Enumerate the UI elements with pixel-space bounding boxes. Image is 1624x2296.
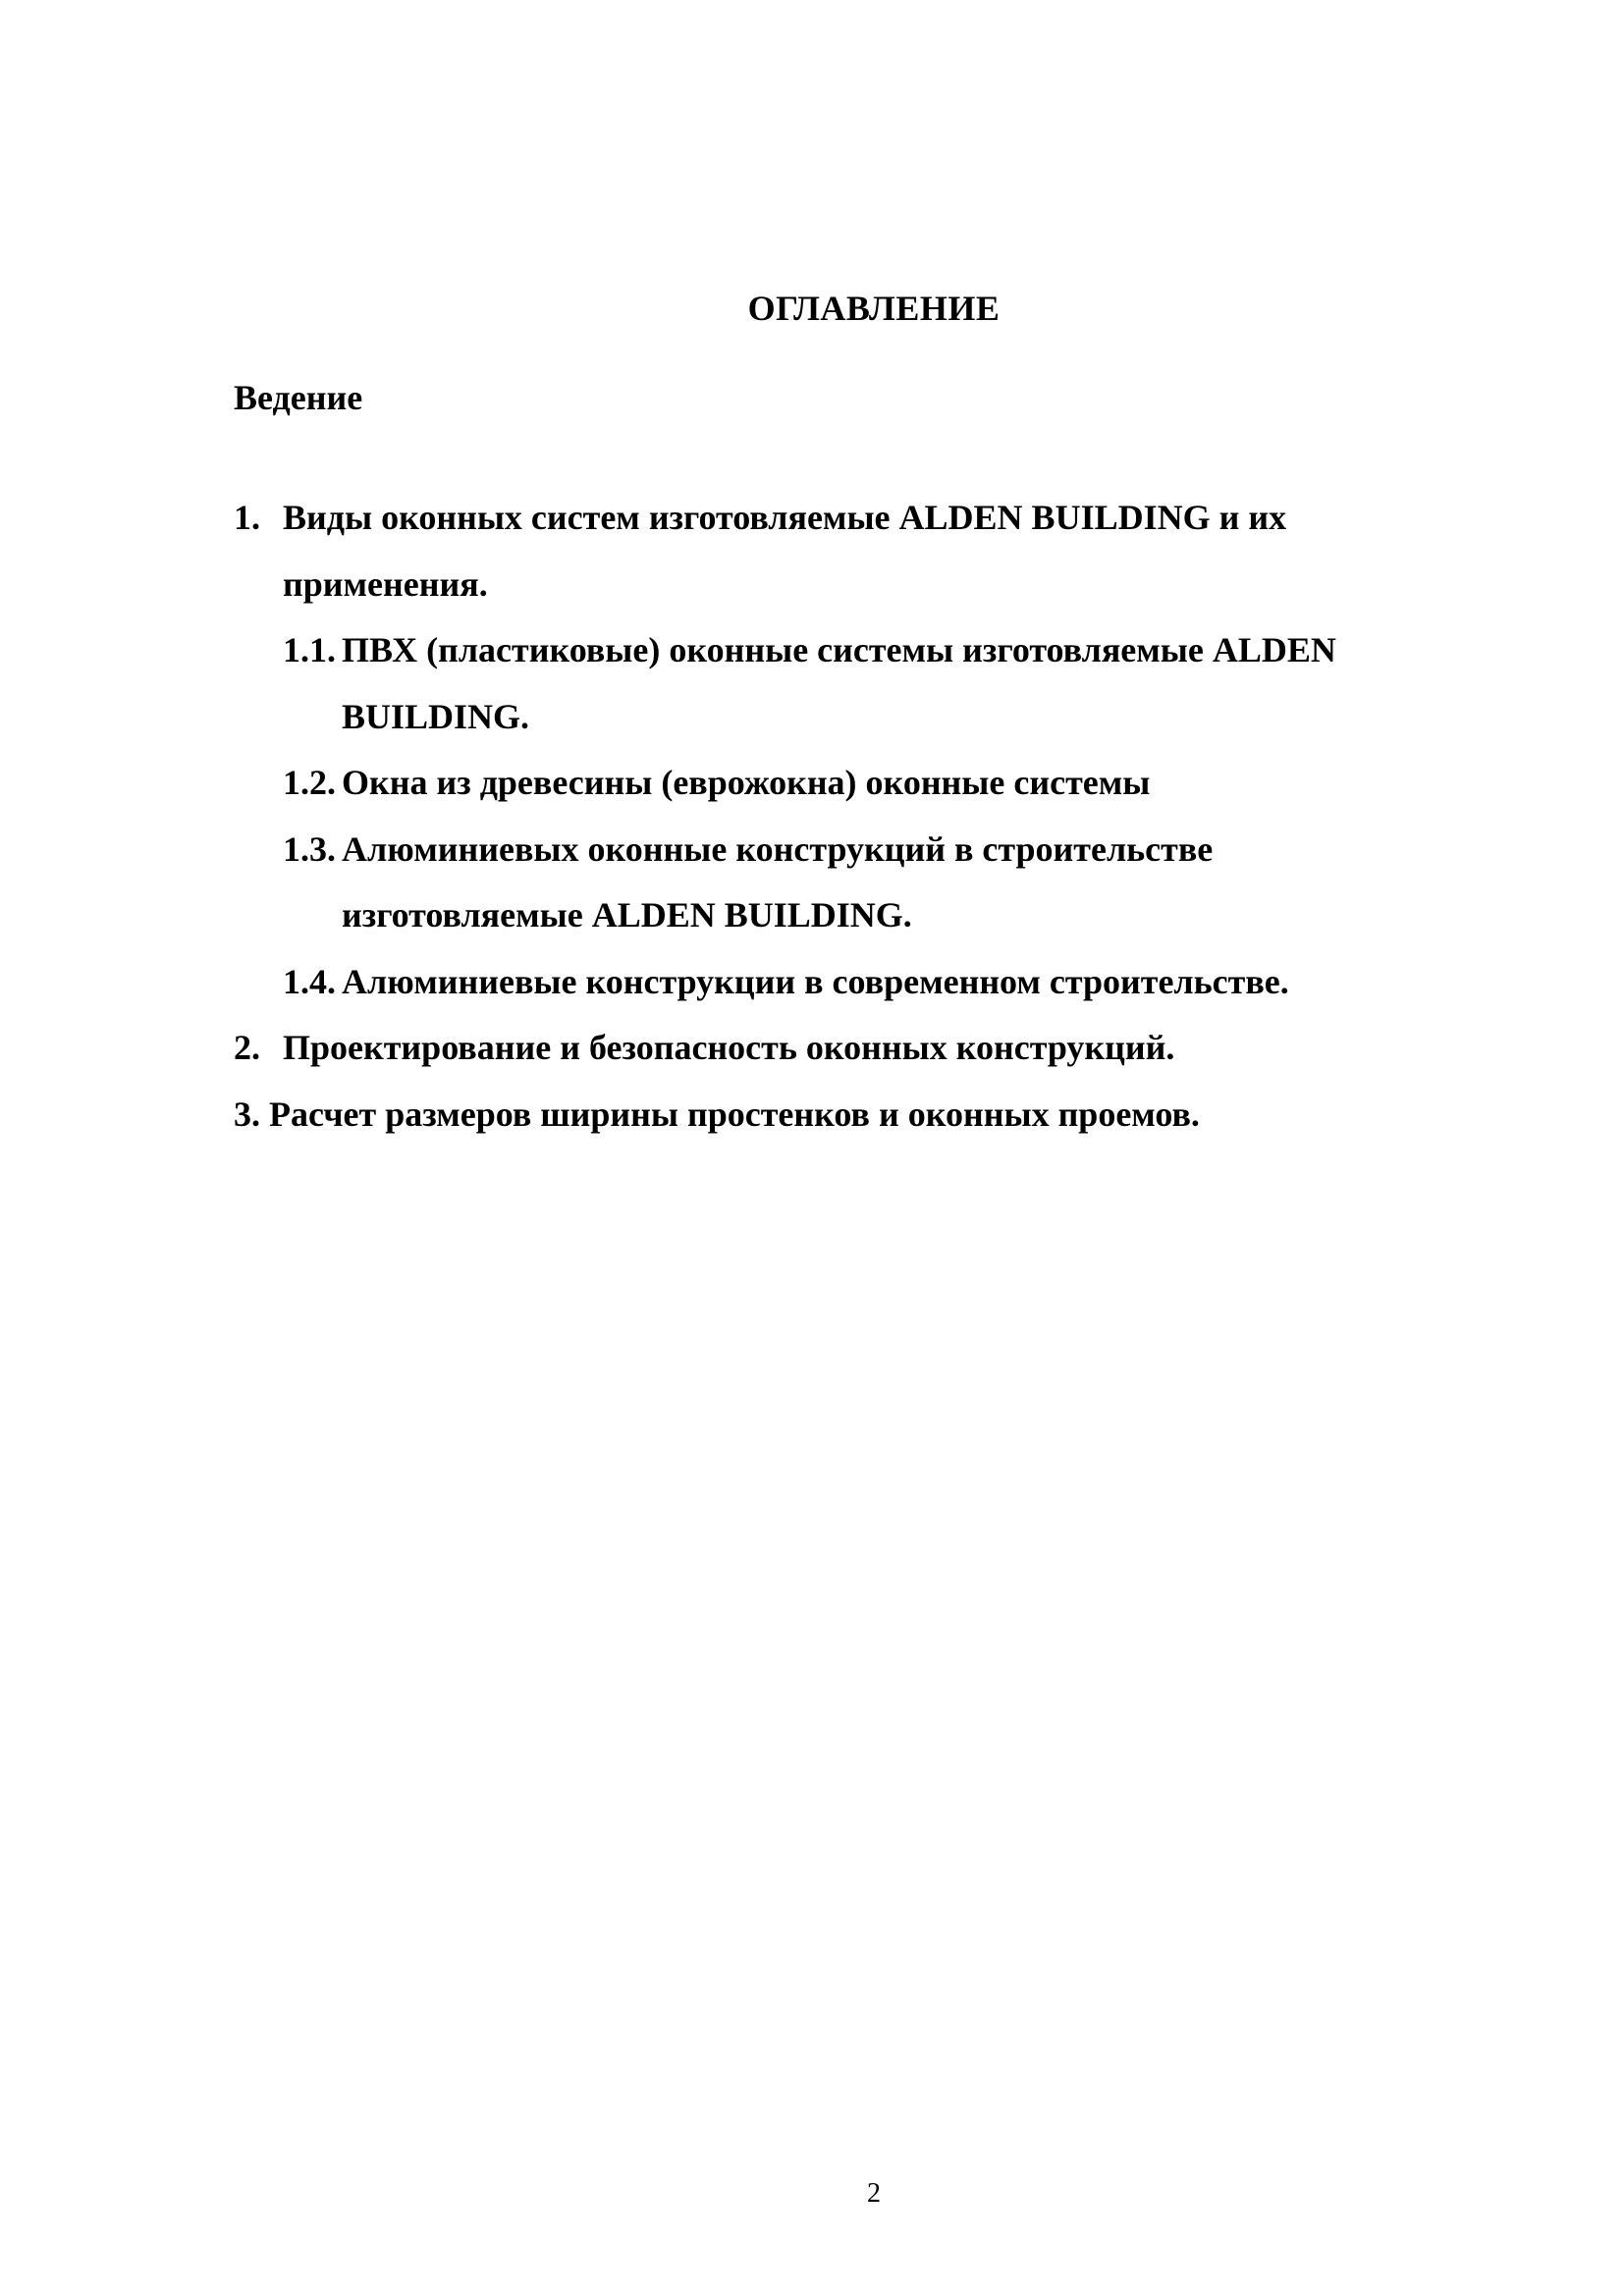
toc-entry-text: ПВХ (пластиковые) оконные системы изготовляемые ALDEN: [342, 630, 1336, 669]
table-of-contents: [234, 485, 1451, 1148]
toc-entry-1-2: [234, 750, 1451, 817]
toc-entry-1-1: [234, 617, 1451, 750]
toc-entry-1-3: [234, 817, 1451, 949]
toc-entry-text-continued: применения.: [283, 563, 488, 604]
toc-intro-entry: Ведение: [234, 378, 363, 417]
page-number: 2: [867, 2178, 881, 2209]
toc-entry-number: 1.2.: [283, 763, 336, 802]
toc-entry-number: 3.: [234, 1094, 260, 1134]
toc-entry-text-continued: изготовляемые ALDEN BUILDING.: [342, 895, 912, 934]
toc-entry-text: Виды оконных систем изготовляемые ALDEN BUILDING и их: [283, 498, 1287, 537]
toc-entry-text: Расчет размеров ширины простенков и оконных проемов.: [269, 1094, 1200, 1134]
toc-entry-2: [234, 1015, 1451, 1082]
toc-entry-text: Окна из древесины (еврожокна) оконные системы: [342, 763, 1151, 802]
toc-entry-1-4: [234, 949, 1451, 1016]
toc-title: ОГЛАВЛЕНИЕ: [747, 289, 1001, 328]
toc-entry-3: [234, 1082, 1451, 1148]
toc-entry-number: 1.3.: [283, 828, 336, 869]
toc-entry-number: 2.: [234, 1028, 260, 1067]
toc-entry-text: Проектирование и безопасность оконных конструкций.: [283, 1028, 1175, 1067]
toc-entry-number: 1.4.: [283, 961, 336, 1001]
toc-entry-1: [234, 485, 1451, 617]
toc-entry-number: 1.: [234, 498, 260, 537]
toc-entry-number: 1.1.: [283, 630, 336, 669]
toc-entry-text-continued: BUILDING.: [342, 696, 530, 736]
toc-entry-text: Алюминиевых оконные конструкций в строительстве: [342, 828, 1214, 869]
toc-entry-text: Алюминиевые конструкции в современном строительстве.: [342, 961, 1289, 1001]
